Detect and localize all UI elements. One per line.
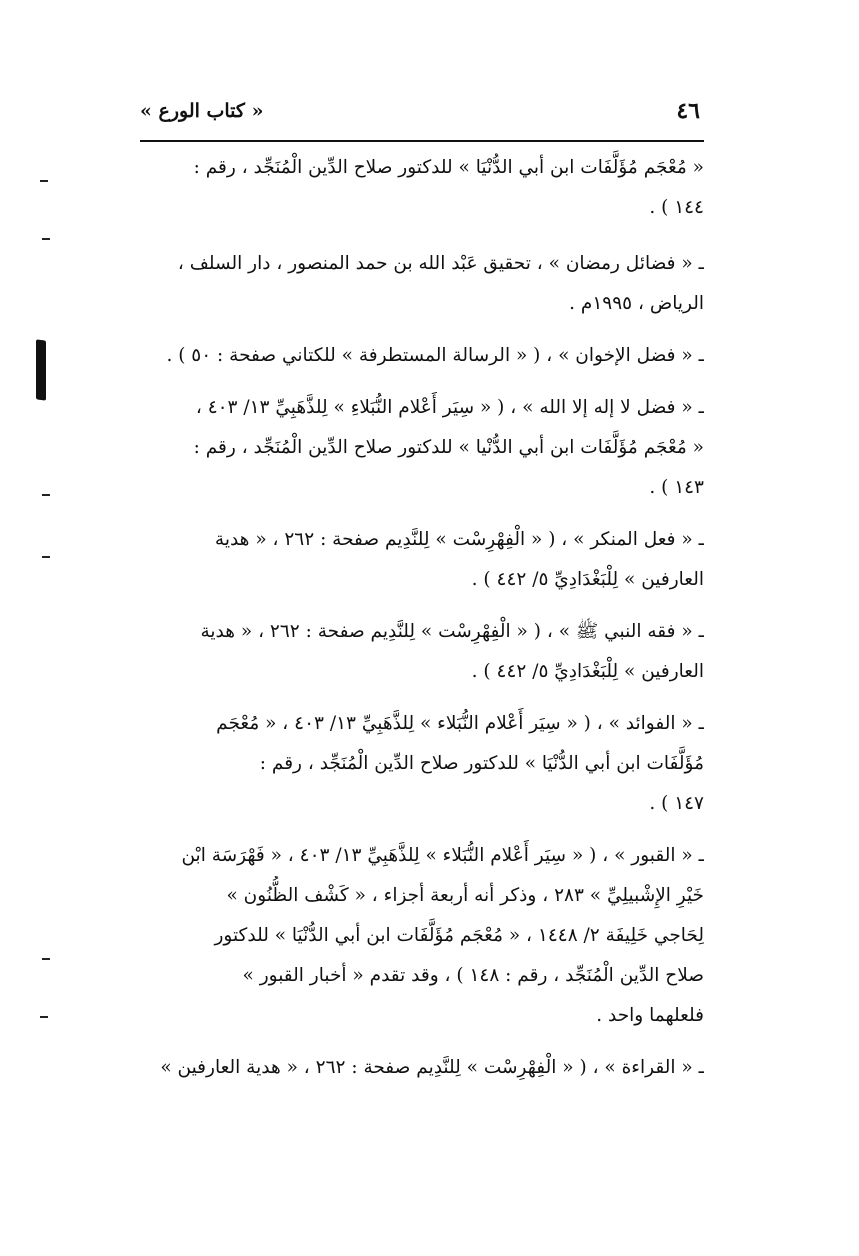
bibliography-entry — [136, 612, 704, 692]
page-header — [140, 98, 700, 132]
entry-line: ١٤٤ ) . — [649, 197, 704, 218]
margin-mark — [40, 1016, 48, 1018]
entry-line: « مُعْجَم مُؤَلَّفَات ابن أبي الدُّنْيَا » للدكتور صلاح الدِّين الْمُنَجِّد ، رقم : — [193, 157, 704, 178]
bibliography-entry — [136, 836, 704, 1036]
entry-line: ١٤٣ ) . — [649, 477, 704, 498]
bibliography-entry — [136, 244, 704, 324]
margin-mark — [40, 180, 48, 182]
entry-line: خَيْرِ الإِشْبيلِيِّ » ٢٨٣ ، وذكر أنه أربعة أجزاء ، « كَشْف الظُّنُون » — [226, 885, 704, 906]
entry-line: العارفين » لِلْبَغْدَادِيِّ ٥/ ٤٤٢ ) . — [471, 661, 704, 682]
entry-line: مُؤَلَّفَات ابن أبي الدُّنْيَا » للدكتور صلاح الدِّين الْمُنَجِّد ، رقم : — [259, 753, 704, 774]
margin-mark — [42, 556, 50, 558]
entry-line: ١٤٧ ) . — [649, 793, 704, 814]
page-number: ٤٦ — [676, 98, 700, 124]
margin-mark — [42, 958, 50, 960]
margin-mark — [42, 238, 50, 240]
bibliography-entry — [136, 148, 704, 228]
entry-line: ـ « القراءة » ، ( « الْفِهْرِسْت » لِلنَّدِيم صفحة : ٢٦٢ ، « هدية العارفين » — [160, 1057, 704, 1078]
entry-line: ـ « فضل لا إله إلا الله » ، ( « سِيَر أَعْلام النُّبَلاءِ » لِلذَّهَبِيِّ ١٣/ ٤٠٣ ، — [195, 397, 704, 418]
bibliography-entry — [136, 388, 704, 508]
entry-line: ـ « فضائل رمضان » ، تحقيق عَبْد الله بن حمد المنصور ، دار السلف ، — [177, 253, 704, 274]
entry-line: « مُعْجَم مُؤَلَّفَات ابن أبي الدُّنْيا » للدكتور صلاح الدِّين الْمُنَجِّد ، رقم : — [193, 437, 704, 458]
entry-line: ـ « فضل الإخوان » ، ( « الرسالة المستطرفة » للكتاني صفحة : ٥٠ ) . — [166, 345, 704, 366]
entry-line: ـ « القبور » ، ( « سِيَر أَعْلام النُّبَلاء » لِلذَّهَبِيِّ ١٣/ ٤٠٣ ، « فَهْرَسَة ابْن — [181, 845, 704, 866]
bibliography-entry — [136, 1048, 704, 1088]
entry-line: ـ « فعل المنكر » ، ( « الْفِهْرِسْت » لِلنَّدِيم صفحة : ٢٦٢ ، « هدية — [214, 529, 704, 550]
entry-line: لِحَاجي خَلِيفَة ٢/ ١٤٤٨ ، « مُعْجَم مُؤَلَّفَات ابن أبي الدُّنْيَا » للدكتور — [214, 925, 704, 946]
body-text — [136, 148, 704, 1100]
scan-artifact-bar — [36, 339, 46, 400]
bibliography-entry — [136, 520, 704, 600]
bibliography-entry — [136, 336, 704, 376]
entry-line: العارفين » لِلْبَغْدَادِيِّ ٥/ ٤٤٢ ) . — [471, 569, 704, 590]
entry-line: ـ « فقه النبي ﷺ » ، ( « الْفِهْرِسْت » لِلنَّدِيم صفحة : ٢٦٢ ، « هدية — [200, 621, 704, 642]
margin-mark — [42, 494, 50, 496]
entry-line: صلاح الدِّين الْمُنَجِّد ، رقم : ١٤٨ ) ، وقد تقدم « أخبار القبور » — [242, 965, 704, 986]
running-title: « كتاب الورع » — [140, 100, 264, 122]
bibliography-entry — [136, 704, 704, 824]
entry-line: ـ « الفوائد » ، ( « سِيَر أَعْلام النُّبَلاء » لِلذَّهَبِيِّ ١٣/ ٤٠٣ ، « مُعْجَم — [216, 713, 704, 734]
entry-line: الرياض ، ١٩٩٥م . — [569, 293, 704, 314]
entry-line: فلعلهما واحد . — [596, 1005, 704, 1026]
header-rule — [140, 140, 704, 142]
